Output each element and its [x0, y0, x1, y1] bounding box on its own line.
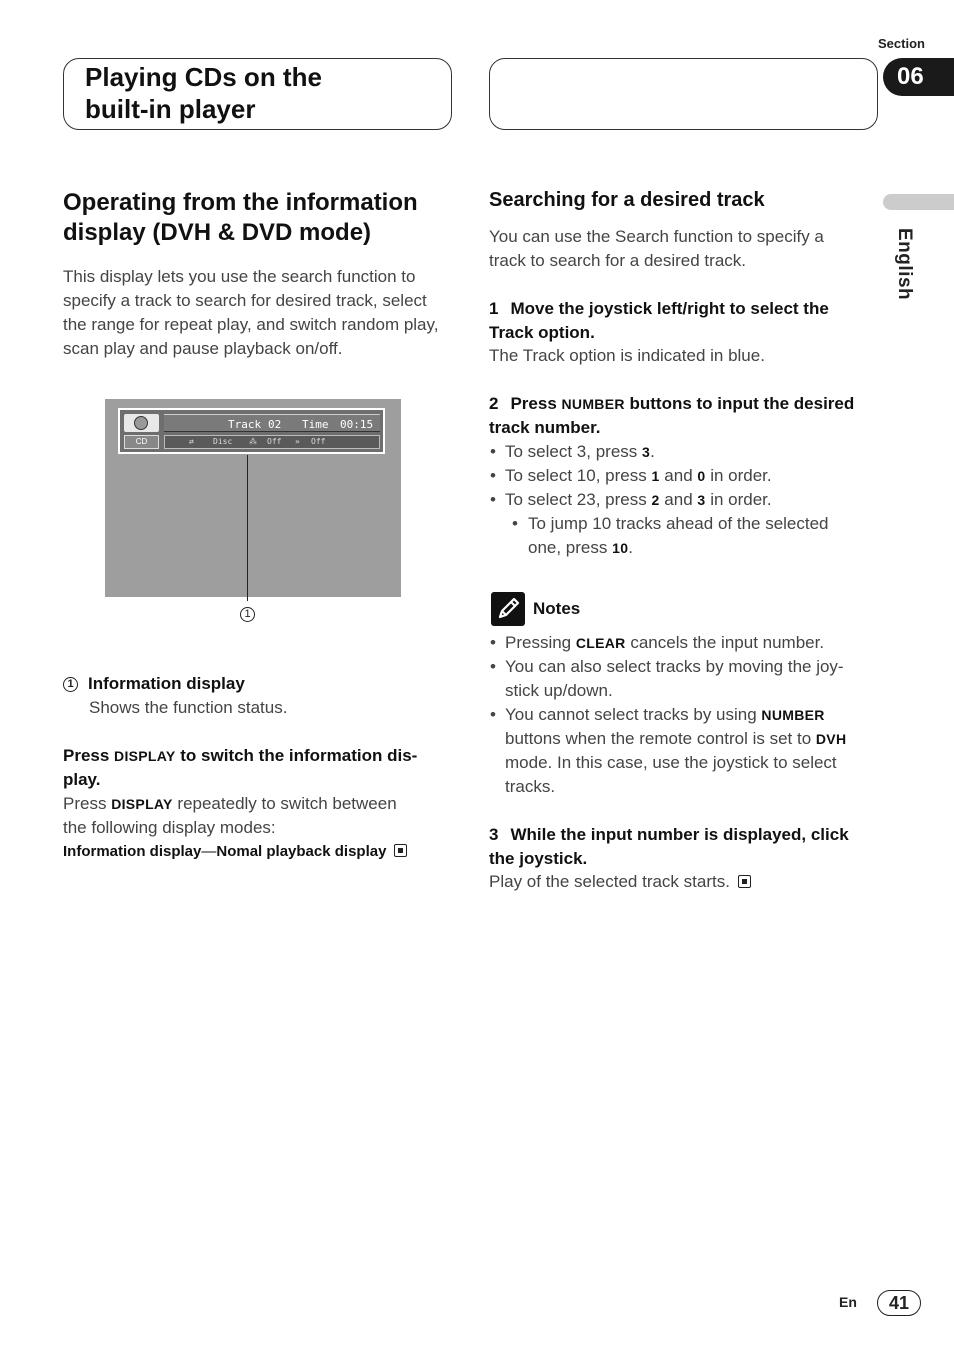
heading-line: Operating from the information — [63, 189, 418, 216]
list-item — [489, 631, 884, 655]
list-item — [511, 512, 884, 560]
random-status: Off — [267, 437, 282, 446]
display-key: DISPLAY — [114, 748, 176, 764]
random-icon: ⁂ — [249, 437, 257, 446]
track-value: 02 — [268, 418, 282, 431]
step-number: 1 — [489, 299, 499, 318]
notes-title: Notes — [533, 599, 581, 618]
key-label: DVH — [815, 731, 847, 747]
item-text: stick up/down. — [505, 681, 613, 700]
description-text: Play of the selected track starts. — [489, 872, 730, 891]
item-text: Pressing — [505, 633, 576, 652]
repeat-icon: ⇄ — [189, 437, 194, 446]
chapter-title-line: built-in player — [85, 94, 256, 124]
item-text: buttons when the remote control is set to — [505, 729, 816, 748]
section-number: 06 — [897, 63, 924, 90]
key-label: 3 — [697, 492, 706, 508]
page-number: 41 — [888, 1292, 910, 1313]
key-label: 2 — [651, 492, 660, 508]
step-2 — [489, 392, 884, 440]
end-of-section-icon — [738, 875, 751, 888]
scan-status: Off — [311, 437, 326, 446]
item-text: cancels the input number. — [625, 633, 825, 652]
instruction-text: to switch the information dis- — [175, 746, 418, 765]
legend-title: Information display — [88, 674, 245, 693]
header-empty-box — [489, 58, 878, 130]
item-text: and — [659, 466, 698, 485]
section-number-tab — [883, 58, 954, 96]
search-intro — [489, 225, 884, 273]
figure-legend — [63, 672, 455, 720]
description-text: the following display modes: — [63, 818, 276, 837]
list-item — [489, 488, 884, 512]
mode-normal-playback-display: Nomal playback display — [216, 843, 387, 860]
step-text: the joystick. — [489, 849, 588, 868]
cd-mode-indicator — [124, 435, 159, 449]
number-key: NUMBER — [561, 396, 625, 412]
step-number: 3 — [489, 825, 499, 844]
step-text: Track option. — [489, 323, 595, 342]
list-item — [489, 440, 884, 464]
mode-information-display: Information display — [63, 843, 202, 860]
intro-line: You can use the Search function to specify a — [489, 227, 824, 246]
information-display-screen — [118, 408, 385, 454]
section-label: Section — [878, 36, 925, 51]
instruction-text: Press — [63, 746, 115, 765]
step-number: 2 — [489, 394, 499, 413]
scan-icon: » — [295, 437, 300, 446]
item-text: one, press — [528, 538, 613, 557]
item-text: . — [650, 442, 655, 461]
item-text: To select 23, press — [505, 490, 652, 509]
step-text: buttons to input the desired — [624, 394, 855, 413]
step-1 — [489, 297, 884, 345]
step-text: Move the joystick left/right to select the — [510, 299, 829, 318]
track-label: Track — [228, 418, 262, 431]
press-display-instruction — [63, 744, 458, 792]
key-label: 1 — [651, 468, 660, 484]
key-label: 0 — [697, 468, 706, 484]
time-label: Time — [302, 418, 329, 431]
item-text: tracks. — [505, 777, 556, 796]
item-text: To select 10, press — [505, 466, 652, 485]
step-text: While the input number is displayed, click — [510, 825, 849, 844]
key-label: NUMBER — [761, 707, 825, 723]
end-of-section-icon — [394, 844, 407, 857]
cd-label: CD — [135, 437, 148, 446]
chapter-title-line: Playing CDs on the — [85, 62, 322, 92]
page-number-badge — [877, 1290, 921, 1316]
list-item — [489, 703, 884, 799]
chapter-title — [85, 61, 322, 125]
step-text: Press — [510, 394, 562, 413]
function-status-bar — [164, 435, 380, 449]
item-text: You cannot select tracks by using — [505, 705, 762, 724]
item-text: • You can also select tracks by moving the joy- — [505, 657, 844, 676]
language-tab — [883, 194, 954, 210]
callout-leader-line — [247, 455, 248, 601]
display-key: DISPLAY — [111, 796, 173, 812]
step-3-description — [489, 870, 751, 894]
item-text: and — [659, 490, 698, 509]
search-heading: Searching for a desired track — [489, 189, 765, 211]
intro-line: track to search for a desired track. — [489, 251, 746, 270]
display-modes — [63, 843, 407, 860]
figure-callout — [240, 604, 255, 622]
key-label: 3 — [642, 444, 651, 460]
intro-paragraph: This display lets you use the search function to specify a track to search for desired track, select the range for repeat play, and switch random play, scan play and pause playback on/off. — [63, 267, 439, 358]
step-3 — [489, 823, 884, 871]
notes-pencil-icon — [491, 592, 525, 626]
legend-number: 1 — [63, 677, 78, 692]
section-heading — [63, 188, 463, 248]
track-time-bar — [164, 414, 380, 432]
mode-separator: — — [201, 843, 217, 860]
item-text: • To jump 10 tracks ahead of the selected — [528, 514, 829, 533]
information-display-figure — [105, 399, 401, 597]
step-1-description: The Track option is indicated in blue. — [489, 346, 765, 365]
press-display-description — [63, 792, 458, 840]
footer-language: En — [839, 1294, 857, 1310]
step-text: track number. — [489, 418, 601, 437]
disc-indicator — [124, 414, 159, 432]
description-text: Press — [63, 794, 112, 813]
list-item — [489, 655, 884, 703]
item-text: mode. In this case, use the joystick to select — [505, 753, 837, 772]
step-2-examples — [489, 440, 884, 560]
instruction-text: play. — [63, 770, 101, 789]
item-text: . — [628, 538, 634, 557]
item-text: in order. — [705, 490, 772, 509]
language-label: English — [894, 228, 915, 301]
callout-number: 1 — [240, 607, 255, 622]
notes-list — [489, 631, 884, 799]
item-text: To select 3, press — [505, 442, 643, 461]
repeat-range: Disc — [213, 437, 233, 446]
list-item — [489, 464, 884, 488]
heading-line: display (DVH & DVD mode) — [63, 219, 372, 246]
item-text: in order. — [705, 466, 772, 485]
legend-description: Shows the function status. — [89, 698, 288, 717]
key-label: CLEAR — [575, 635, 626, 651]
key-label: 10 — [612, 540, 629, 556]
description-text: repeatedly to switch between — [172, 794, 397, 813]
disc-icon — [134, 416, 148, 430]
time-value: 00:15 — [340, 418, 374, 431]
